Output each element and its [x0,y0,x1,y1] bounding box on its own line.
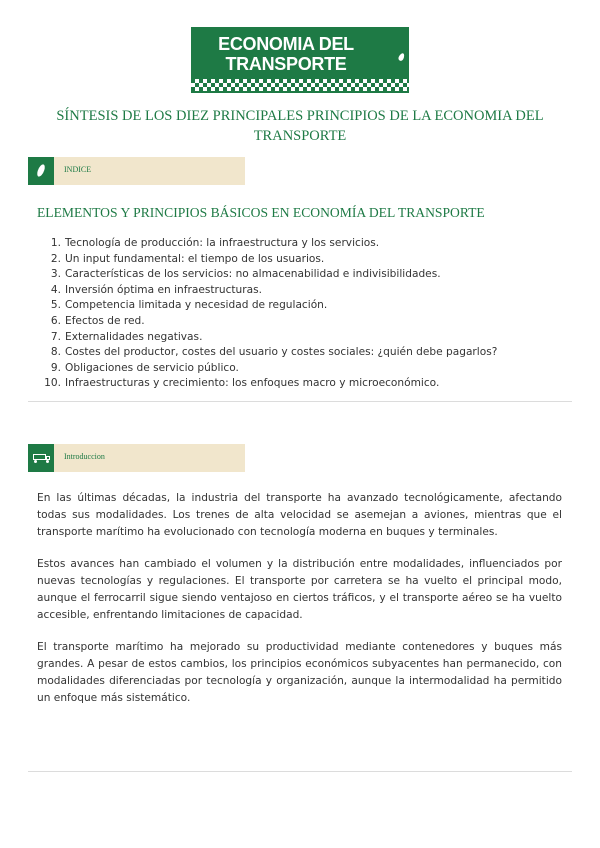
intro-section-bar [28,444,245,472]
index-list-item [36,361,566,377]
index-item-text: Competencia limitada y necesidad de regulación. [65,299,328,312]
index-list-item [36,252,566,268]
index-heading: ELEMENTOS Y PRINCIPIOS BÁSICOS EN ECONOMÍA DEL TRANSPORTE [37,205,485,220]
index-list-item [36,267,566,283]
index-item-text: Infraestructuras y crecimiento: los enfoques macro y microeconómico. [65,377,440,390]
intro-icon-box [28,444,54,472]
index-item-text: Inversión óptima en infraestructuras. [65,283,263,296]
index-item-text: Efectos de red. [65,314,145,327]
index-item-number: 7. [50,330,61,343]
index-icon-box [28,157,54,185]
index-section-bar [28,157,245,185]
index-list-item [36,298,566,314]
intro-paragraph-1: En las últimas décadas, la industria del transporte ha avanzado tecnológicamente, afectando todas sus modalidades. Los trenes de alta velocidad se asemejan a aviones, mientras que el transporte marítimo ha evolucionado con tecnología moderna en buques y terminales. [37,492,562,538]
index-list-item [36,345,566,361]
intro-paragraph-2: Estos avances han cambiado el volumen y la distribución entre modalidades, influenciados por nuevas tecnologías y regulaciones. El transporte por carretera se ha vuelto el principal modo, aunque el ferrocarril sigue siendo ventajoso en ciertos tráficos, y el transporte aéreo se ha vuelto accesible, enfrentando limitaciones de capacidad. [37,558,562,621]
footer-divider [28,771,572,772]
index-list-item [36,376,566,392]
index-item-number: 3. [50,268,61,281]
index-list-item [36,236,566,252]
index-list-item [36,314,566,330]
intro-paragraph-3: El transporte marítimo ha mejorado su productividad mediante contenedores y buques más grandes. A pesar de estos cambios, los principios económicos subyacentes han permanecido, con modalidades diferenciadas por tecnología y organización, aunque la intermodalidad ha permitido un enfoque más sistemático. [37,641,562,704]
index-list-item [36,330,566,346]
logo-text [191,34,381,74]
index-item-number: 2. [50,252,61,265]
index-item-number: 5. [50,299,61,312]
index-item-text: Externalidades negativas. [65,330,203,343]
index-item-text: Obligaciones de servicio público. [65,361,239,374]
index-item-number: 1. [50,237,61,249]
logo-checker-pattern [191,79,409,91]
logo-line-1: ECONOMIA DEL [218,34,354,54]
document-title: SÍNTESIS DE LOS DIEZ PRINCIPALES PRINCIPIOS DE LA ECONOMIA DEL TRANSPORTE [56,108,544,144]
index-item-number: 4. [50,283,61,296]
section-divider [28,401,572,402]
logo-line-2: TRANSPORTE [225,54,347,74]
index-item-number: 10. [44,377,61,390]
logo [191,27,409,93]
index-item-text: Tecnología de producción: la infraestructura y los servicios. [65,237,380,249]
index-item-number: 9. [50,361,61,374]
index-list [36,236,566,392]
intro-section-label: Introduccion [64,452,105,461]
index-item-text: Un input fundamental: el tiempo de los usuarios. [65,252,325,265]
index-item-text: Características de los servicios: no almacenabilidad e indivisibilidades. [65,268,441,281]
index-item-number: 8. [50,346,61,359]
index-list-item [36,283,566,299]
index-item-number: 6. [50,314,61,327]
intro-body [37,490,562,722]
index-section-label: INDICE [64,165,92,174]
index-item-text: Costes del productor, costes del usuario y costes sociales: ¿quién debe pagarlos? [65,346,498,359]
leaf-icon [36,163,46,177]
